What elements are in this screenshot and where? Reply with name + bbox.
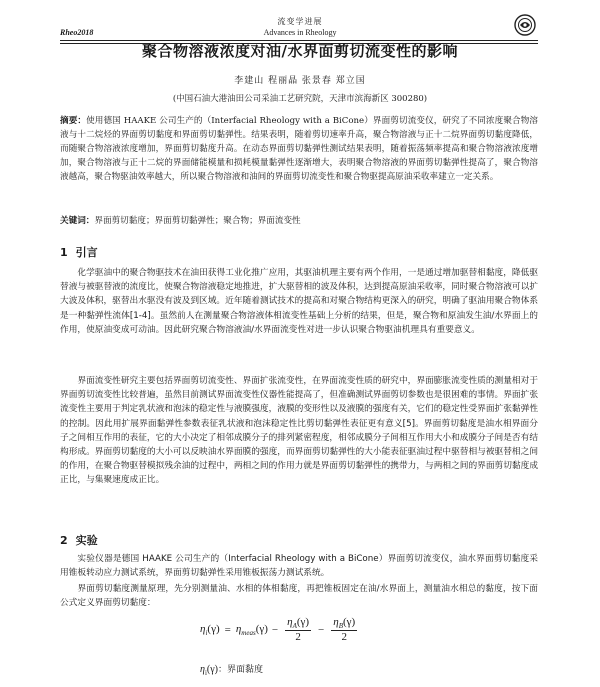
eq-fraction-b: $\frac{\eta_B(\gamma)}{2}$ — [333, 616, 356, 644]
eq-lhs: $\eta_i(\gamma)$ — [200, 622, 220, 637]
abstract-label: 摘要： — [60, 116, 87, 126]
section-heading-intro — [60, 244, 98, 260]
journal-abbrev: Rheo2018 — [60, 28, 94, 37]
keywords-text: 界面剪切黏度；界面剪切黏弹性；聚合物；界面流变性 — [94, 216, 301, 226]
body-paragraph: 界面流变性研究主要包括界面剪切流变性、界面扩张流变性，在界面流变性质的研究中，界面膨胀流变性质的测量相对于界面剪切流变性比较普遍，虽然目前测试界面流变性仪器性能提高了，但准确测试界面剪切参数也是很困难的事情。界面扩张流变性主要用于判定乳状液和泡沫的稳定性与液膜强度，液膜的变形性以及液膜的强度有关，它们的稳定性受界面扩张黏弹性的控制。因此用扩展界面黏弹性参数表征乳状液和泡沫稳定性比剪切黏弹性表征更有意义[5]。界面剪切黏度是油水相界面分子之间相互作用的表征，它的大小决定了相邻成膜分子的排列紧密程度，相邻成膜分子间相互作用大小和成膜分子间是否有结构形成。界面剪切黏度的大小可以反映油水界面膜的强度，而界面剪切黏弹性的大小能表征驱油过程中驱替相与被驱替相之间的作用，在聚合物驱替模拟残余油的过程中，两相之间的作用力就是界面剪切黏弹性的携带力，与两相之间的界面剪切黏度成正比，与集聚速度成正比。 — [60, 376, 538, 486]
author-list: 李建山 程丽晶 张景春 郑立国 — [234, 76, 366, 86]
keywords-label: 关键词： — [60, 216, 95, 226]
section-title: 引言 — [75, 246, 98, 259]
section-title: 实验 — [75, 534, 98, 547]
abstract-text: 使用德国 HAAKE 公司生产的（Interfacial Rheology with a BiCone）界面剪切流变仪，研究了不同浓度聚合物溶液与十二烷烃的界面剪切黏度和界面剪切黏弹性。结果表明，随着剪切速率升高，聚合物溶液与正十二烷界面剪切黏度降低，而随聚合物溶液浓度增加，界面剪切黏度升高。在动态界面剪切黏弹性测试结果表明，随着振荡频率提高和聚合物溶液浓度增加，聚合物溶液与正十二烷的界面储能模量和损耗模量黏弹性逐渐增大，表明聚合物溶液的界面剪切黏弹性提高了，聚合物溶液越高，聚合物驱油效率越大，所以聚合物溶液和油间的界面剪切流变性和聚合物驱提高原油采收率建立一定关系。 — [60, 116, 538, 182]
eq-fraction-a: $\frac{\eta_A(\gamma)}{2}$ — [287, 616, 310, 644]
affiliation: (中国石油大港油田公司采油工艺研究院，天津市滨海新区 300280) — [172, 94, 428, 104]
eq-equals: = — [224, 623, 231, 636]
keywords — [60, 214, 538, 226]
abstract — [60, 114, 538, 184]
journal-title-en: Advances in Rheology — [263, 28, 337, 37]
eq-minus: − — [271, 623, 279, 636]
eq-term-meas: $\eta_{meas}(\gamma)$ — [235, 622, 268, 637]
equation-variable-definition: $\eta_i(\gamma)$：界面黏度 — [200, 664, 264, 677]
interfacial-viscosity-equation — [200, 616, 360, 643]
journal-logo-icon — [514, 14, 536, 36]
journal-title-cn: 流变学进展 — [277, 17, 323, 26]
running-header — [0, 10, 600, 40]
body-paragraph: 化学驱油中的聚合物驱技术在油田获得工业化推广应用，其驱油机理主要有两个作用，一是通过增加驱替相黏度，降低驱替液与被驱替液的流度比，使聚合物溶液稳定地推进，扩大驱替相的波及体积，达到提高原油采收率，同时聚合物溶液可以扩大波及体积，驱替出水驱没有波及到区域。近年随着测试技术的提高和对聚合物结构更深入的研究，明确了驱油用聚合物体系是一种黏弹性流体[1-4]。虽然前人在测量聚合物溶液体相流变性基础上分析的结果，但是，聚合物和原油发生油/水界面上的作用，使原油变成可动油。因此研究聚合物溶液油/水界面流变性对进一步认识聚合物驱油机理具有重要意义。 — [60, 268, 538, 335]
eq-minus: − — [318, 623, 325, 636]
section-number: 2 — [60, 534, 68, 547]
body-paragraph: 实验仪器是德国 HAAKE 公司生产的（Interfacial Rheology with a BiCone）界面剪切流变仪，油水界面剪切黏度采用锥板转动应力测试系统，界面剪切黏弹性采用锥板振荡力测试系统。 — [60, 554, 538, 579]
section-number: 1 — [60, 246, 68, 259]
body-paragraph: 界面剪切黏度测量原理，先分别测量油、水相的体相黏度，再把锥板固定在油/水界面上，测量油水相总的黏度，按下面公式定义界面剪切黏度： — [60, 584, 538, 609]
paper-title: 聚合物溶液浓度对油/水界面剪切流变性的影响 — [142, 42, 458, 60]
section-heading-experiment — [60, 532, 98, 548]
